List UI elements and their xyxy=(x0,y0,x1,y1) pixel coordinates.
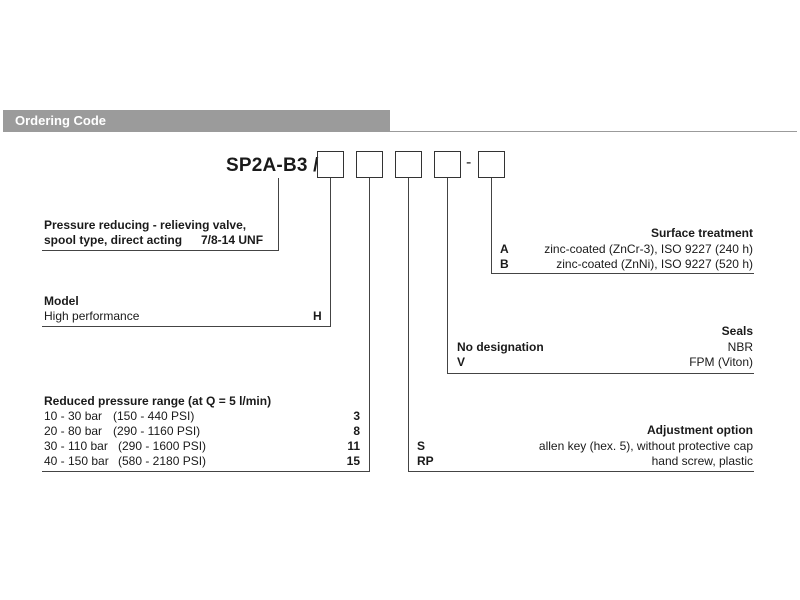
connector-pressure-horizontal xyxy=(42,471,370,472)
pressure-row-psi: (290 - 1600 PSI) xyxy=(118,439,207,453)
valve-description-line2: spool type, direct acting xyxy=(44,233,183,247)
code-box-model xyxy=(317,151,344,178)
pressure-row-psi: (580 - 2180 PSI) xyxy=(118,454,207,468)
pressure-title: Reduced pressure range (at Q = 5 l/min) xyxy=(44,394,272,408)
surface-code: B xyxy=(500,257,509,271)
code-separator: - xyxy=(466,154,472,171)
seals-code: V xyxy=(457,355,466,369)
connector-seals-vertical xyxy=(447,178,448,374)
connector-seals-horizontal xyxy=(447,373,754,374)
model-code: H xyxy=(313,309,322,323)
connector-adjustment-horizontal xyxy=(408,471,754,472)
adjustment-desc: hand screw, plastic xyxy=(651,454,753,468)
valve-thread: 7/8-14 UNF xyxy=(201,233,264,247)
connector-surface-vertical xyxy=(491,178,492,274)
surface-desc: zinc-coated (ZnCr-3), ISO 9227 (240 h) xyxy=(544,242,753,256)
pressure-row-psi: (150 - 440 PSI) xyxy=(113,409,195,423)
connector-pressure-vertical xyxy=(369,178,370,472)
pressure-row-code: 11 xyxy=(347,439,360,453)
pressure-row-bar: 40 - 150 bar xyxy=(44,454,109,468)
seals-desc: NBR xyxy=(727,340,753,354)
surface-code: A xyxy=(500,242,509,256)
adjustment-code: RP xyxy=(417,454,434,468)
pressure-row-code: 8 xyxy=(353,424,360,438)
connector-valve-horizontal xyxy=(42,250,279,251)
adjustment-desc: allen key (hex. 5), without protective cap xyxy=(538,439,753,453)
pressure-row-bar: 30 - 110 bar xyxy=(44,439,108,453)
section-title: Ordering Code xyxy=(15,113,107,128)
model-title: Model xyxy=(44,294,79,308)
code-prefix: SP2A-B3 / xyxy=(226,155,319,176)
code-box-adjustment xyxy=(395,151,422,178)
surface-desc: zinc-coated (ZnNi), ISO 9227 (520 h) xyxy=(556,257,753,271)
seals-title: Seals xyxy=(721,324,753,338)
pressure-row-code: 3 xyxy=(353,409,360,423)
adjustment-code: S xyxy=(417,439,426,453)
pressure-row-bar: 10 - 30 bar xyxy=(44,409,103,423)
seals-desc: FPM (Viton) xyxy=(689,355,753,369)
valve-description-line1: Pressure reducing - relieving valve, xyxy=(44,218,247,232)
adjustment-title: Adjustment option xyxy=(647,423,753,437)
connector-adjustment-vertical xyxy=(408,178,409,472)
pressure-row-bar: 20 - 80 bar xyxy=(44,424,103,438)
code-box-seals xyxy=(434,151,461,178)
connector-model-horizontal xyxy=(42,326,331,327)
connector-surface-horizontal xyxy=(491,273,754,274)
header-divider xyxy=(390,131,797,132)
connector-model-vertical xyxy=(330,178,331,326)
code-box-pressure xyxy=(356,151,383,178)
connector-valve-vertical xyxy=(278,178,279,250)
model-label: High performance xyxy=(44,309,140,323)
seals-code: No designation xyxy=(457,340,544,354)
pressure-row-psi: (290 - 1160 PSI) xyxy=(113,424,201,438)
pressure-row-code: 15 xyxy=(346,454,360,468)
surface-title: Surface treatment xyxy=(650,226,753,240)
code-box-surface xyxy=(478,151,505,178)
